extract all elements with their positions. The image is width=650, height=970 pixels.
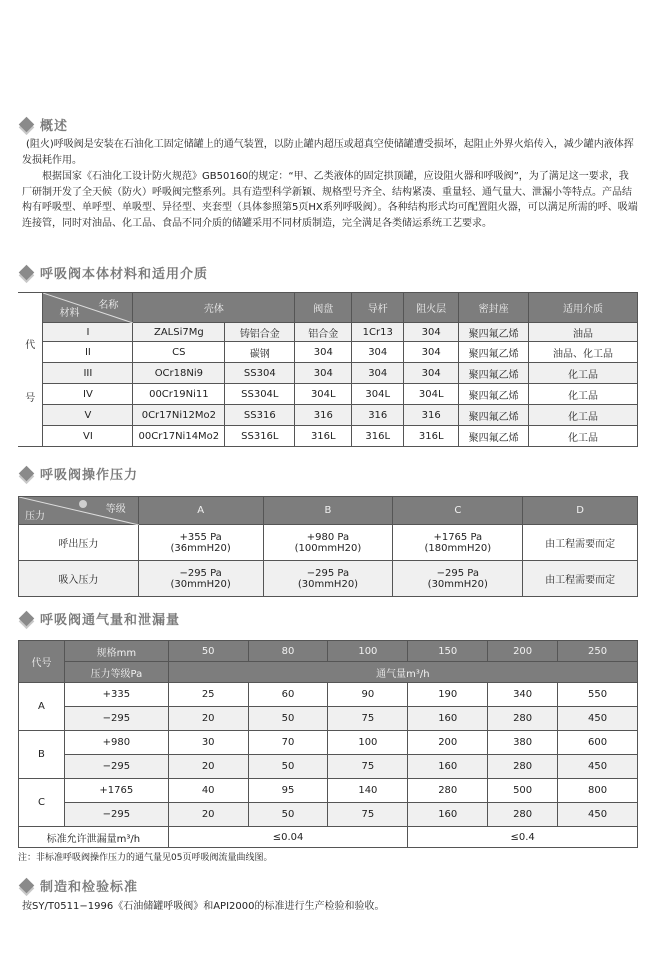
- shell-material-cell: SS316: [225, 405, 295, 426]
- standard-text: 按SY/T0511−1996《石油储罐呼吸阀》和API2000的标准进行生产检验和验收。: [22, 901, 385, 912]
- size-header: 80: [248, 641, 328, 662]
- code-cell: VI: [43, 426, 133, 447]
- pressure-cell: [138, 525, 263, 561]
- shell-grade-cell: ZALSi7Mg: [133, 323, 225, 342]
- pressure-cell: [393, 561, 523, 597]
- shell-material-cell: SS316L: [225, 426, 295, 447]
- pressure-value: −295 Pa: [306, 567, 350, 579]
- pressure-cell: 由工程需要而定: [523, 525, 638, 561]
- flow-cell: 20: [168, 755, 248, 779]
- pressure-mm: (100mmH20): [294, 542, 362, 554]
- pressure-cell: +1765: [64, 779, 168, 803]
- table-row: [19, 731, 638, 755]
- diamond-bullet-icon: [19, 116, 35, 132]
- flow-table: [18, 640, 638, 848]
- rod-cell: 304: [352, 342, 404, 363]
- section-standard-heading: [18, 875, 138, 895]
- materials-header-row: [18, 293, 638, 323]
- diamond-bullet-icon: [19, 877, 35, 893]
- pressure-mm: (30mmH20): [170, 578, 231, 590]
- flow-unit-header: 通气量m³/h: [168, 662, 637, 683]
- pressure-cell: [138, 561, 263, 597]
- rod-cell: 304: [352, 363, 404, 384]
- pressure-value: +980 Pa: [306, 531, 350, 543]
- shell-grade-cell: CS: [133, 342, 225, 363]
- flow-note: 注：非标准呼吸阀操作压力的通气量见05页呼吸阀流量曲线图。: [18, 853, 273, 863]
- flow-cell: 550: [558, 683, 638, 707]
- code-cell: IV: [43, 384, 133, 405]
- pressure-cell: +335: [64, 683, 168, 707]
- code-label-top: 代: [25, 339, 36, 351]
- disc-cell: 316: [295, 405, 352, 426]
- row-label: 呼出压力: [19, 525, 139, 561]
- size-header: 50: [168, 641, 248, 662]
- medium-cell: 化工品: [529, 363, 638, 384]
- table-row: [18, 405, 638, 426]
- rod-cell: 304L: [352, 384, 404, 405]
- section-overview-heading: [18, 114, 68, 134]
- section-materials-heading: [18, 262, 208, 282]
- size-header: 200: [488, 641, 558, 662]
- seal-cell: 聚四氟乙烯: [459, 405, 529, 426]
- flow-cell: 450: [558, 707, 638, 731]
- flame-cell: 304: [404, 323, 459, 342]
- flow-cell: 200: [408, 731, 488, 755]
- corner-name-label: 名称: [98, 300, 119, 311]
- pressure-cell: 由工程需要而定: [523, 561, 638, 597]
- header-seal: 密封座: [459, 293, 529, 323]
- pressure-value: −295 Pa: [179, 567, 222, 579]
- shell-material-cell: 碳钢: [225, 342, 295, 363]
- section-title: 呼吸阀操作压力: [40, 467, 139, 483]
- pressure-grade-header: 压力等级Pa: [64, 662, 168, 683]
- flow-cell: 340: [488, 683, 558, 707]
- overview-paragraph-1: (阻火)呼吸阀是安装在石油化工固定储罐上的通气装置，以防止罐内超压或超真空使储罐遭受损坏，起阻止外界火焰传入，减少罐内液体挥发损耗作用。: [22, 139, 634, 166]
- shell-grade-cell: OCr18Ni9: [133, 363, 225, 384]
- pressure-value: +355 Pa: [179, 531, 222, 543]
- corner-header: [19, 497, 139, 525]
- table-row: [19, 525, 638, 561]
- grade-header: B: [263, 497, 393, 525]
- diamond-bullet-icon: [19, 610, 35, 626]
- flow-cell: 95: [248, 779, 328, 803]
- seal-cell: 聚四氟乙烯: [459, 384, 529, 405]
- table-row: [18, 384, 638, 405]
- disc-cell: 304L: [295, 384, 352, 405]
- disc-cell: 铝合金: [295, 323, 352, 342]
- flow-cell: 60: [248, 683, 328, 707]
- rod-cell: 316L: [352, 426, 404, 447]
- seal-cell: 聚四氟乙烯: [459, 323, 529, 342]
- seal-cell: 聚四氟乙烯: [459, 363, 529, 384]
- group-code-cell: B: [19, 731, 65, 779]
- disc-cell: 316L: [295, 426, 352, 447]
- flow-cell: 280: [408, 779, 488, 803]
- flow-cell: 380: [488, 731, 558, 755]
- overview-paragraph-2: 根据国家《石油化工设计防火规范》GB50160的规定：“甲、乙类液体的固定拱顶罐，应设阻火器和呼吸阀”，为了满足这一要求，我厂研制开发了全天候（防火）呼吸阀完整系列。具有造型科学新颖、规格型号齐全、结构紧凑、重量轻、通气量大、泄漏小等特点。产品结构有呼吸型、单呼型、单吸型、异径型、夹套型（具体参照第5页HX系列呼吸阀）。各种结构形式均可配置阻火器，可以满足所需的呼、吸端连接管，同时对油品、化工品、食品不同介质的储罐采用不同材质制造，完全满足各类储运系统工艺要求。: [22, 171, 638, 229]
- table-row: [19, 779, 638, 803]
- grade-header: C: [393, 497, 523, 525]
- table-row: [19, 561, 638, 597]
- pressure-cell: [263, 525, 393, 561]
- code-cell: V: [43, 405, 133, 426]
- flow-cell: 160: [408, 755, 488, 779]
- flow-cell: 70: [248, 731, 328, 755]
- diamond-bullet-icon: [19, 465, 35, 481]
- size-header: 250: [558, 641, 638, 662]
- row-label: 吸入压力: [19, 561, 139, 597]
- seal-cell: 聚四氟乙烯: [459, 426, 529, 447]
- header-disc: 阀盘: [295, 293, 352, 323]
- flow-cell: 450: [558, 803, 638, 827]
- size-header: 150: [408, 641, 488, 662]
- disc-cell: 304: [295, 363, 352, 384]
- disc-cell: 304: [295, 342, 352, 363]
- flow-header-row: [19, 641, 638, 662]
- flow-cell: 20: [168, 803, 248, 827]
- section-title: 呼吸阀本体材料和适用介质: [40, 266, 209, 282]
- leakage-large-sizes: ≤0.4: [408, 827, 638, 848]
- table-row: [18, 342, 638, 363]
- grade-header: D: [523, 497, 638, 525]
- flame-cell: 316L: [404, 426, 459, 447]
- diamond-bullet-icon: [19, 264, 35, 280]
- section-title: 概述: [40, 118, 69, 134]
- header-flame-layer: 阻火层: [404, 293, 459, 323]
- section-title: 制造和检验标准: [40, 879, 139, 895]
- pressure-mm: (30mmH20): [297, 578, 359, 590]
- pressure-cell: +980: [64, 731, 168, 755]
- pressure-mm: (36mmH20): [170, 542, 231, 554]
- pressure-mm: (180mmH20): [424, 542, 492, 554]
- code-cell: I: [43, 323, 133, 342]
- section-pressure-heading: [18, 463, 138, 483]
- corner-header: [43, 293, 133, 323]
- code-label-cell: [18, 293, 43, 447]
- flow-cell: 20: [168, 707, 248, 731]
- flow-cell: 50: [248, 803, 328, 827]
- flow-cell: 100: [328, 731, 408, 755]
- flow-cell: 280: [488, 803, 558, 827]
- table-row: [19, 755, 638, 779]
- flow-cell: 160: [408, 707, 488, 731]
- rod-cell: 316: [352, 405, 404, 426]
- flow-cell: 450: [558, 755, 638, 779]
- flow-cell: 90: [328, 683, 408, 707]
- size-header: 100: [328, 641, 408, 662]
- header-rod: 导杆: [352, 293, 404, 323]
- code-cell: II: [43, 342, 133, 363]
- shell-material-cell: 铸铝合金: [225, 323, 295, 342]
- flow-cell: 75: [328, 755, 408, 779]
- group-code-cell: C: [19, 779, 65, 827]
- flow-cell: 280: [488, 755, 558, 779]
- shell-grade-cell: 0Cr17Ni12Mo2: [133, 405, 225, 426]
- pressure-value: −295 Pa: [436, 567, 479, 579]
- shell-material-cell: SS304L: [225, 384, 295, 405]
- leakage-small-sizes: ≤0.04: [168, 827, 408, 848]
- diagonal-line: [43, 293, 133, 323]
- medium-cell: 油品: [529, 323, 638, 342]
- flow-cell: 50: [248, 755, 328, 779]
- shell-grade-cell: 00Cr19Ni11: [133, 384, 225, 405]
- flow-cell: 500: [488, 779, 558, 803]
- grade-header: A: [138, 497, 263, 525]
- leakage-label: 标准允许泄漏量m³/h: [19, 827, 169, 848]
- pressure-cell: [393, 525, 523, 561]
- leakage-row: [19, 827, 638, 848]
- corner-pressure-label: 压力: [25, 511, 45, 522]
- pressure-header-row: [19, 497, 638, 525]
- flow-cell: 25: [168, 683, 248, 707]
- pressure-cell: [263, 561, 393, 597]
- corner-grade-label: 等级: [105, 504, 126, 515]
- seal-cell: 聚四氟乙烯: [459, 342, 529, 363]
- shell-grade-cell: 00Cr17Ni14Mo2: [133, 426, 225, 447]
- medium-cell: 油品、化工品: [529, 342, 638, 363]
- pressure-cell: −295: [64, 803, 168, 827]
- flame-cell: 304L: [404, 384, 459, 405]
- flow-cell: 75: [328, 707, 408, 731]
- group-code-cell: A: [19, 683, 65, 731]
- pressure-cell: −295: [64, 707, 168, 731]
- flow-subheader-row: [19, 662, 638, 683]
- flow-cell: 50: [248, 707, 328, 731]
- pressure-mm: (30mmH20): [427, 578, 488, 590]
- flow-cell: 600: [558, 731, 638, 755]
- table-row: [18, 426, 638, 447]
- medium-cell: 化工品: [529, 405, 638, 426]
- dot-icon: [79, 500, 87, 508]
- code-cell: III: [43, 363, 133, 384]
- flow-cell: 280: [488, 707, 558, 731]
- flow-cell: 160: [408, 803, 488, 827]
- corner-material-label: 材料: [59, 308, 80, 319]
- pressure-table: [18, 496, 638, 597]
- medium-cell: 化工品: [529, 426, 638, 447]
- flame-cell: 304: [404, 363, 459, 384]
- flame-cell: 316: [404, 405, 459, 426]
- table-row: [18, 363, 638, 384]
- flow-cell: 40: [168, 779, 248, 803]
- spec-header: 规格mm: [64, 641, 168, 662]
- flow-cell: 800: [558, 779, 638, 803]
- code-label-bottom: 号: [25, 392, 36, 404]
- flow-cell: 190: [408, 683, 488, 707]
- flow-cell: 30: [168, 731, 248, 755]
- section-flow-heading: [18, 608, 180, 628]
- section-title: 呼吸阀通气量和泄漏量: [40, 612, 181, 628]
- flame-cell: 304: [404, 342, 459, 363]
- rod-cell: 1Cr13: [352, 323, 404, 342]
- code-header: 代号: [19, 641, 65, 683]
- materials-table: [18, 292, 638, 447]
- header-medium: 适用介质: [529, 293, 638, 323]
- table-row: [18, 323, 638, 342]
- shell-material-cell: SS304: [225, 363, 295, 384]
- medium-cell: 化工品: [529, 384, 638, 405]
- table-row: [19, 707, 638, 731]
- flow-cell: 75: [328, 803, 408, 827]
- flow-cell: 140: [328, 779, 408, 803]
- pressure-value: +1765 Pa: [433, 531, 483, 543]
- header-shell: 壳体: [133, 293, 295, 323]
- table-row: [19, 683, 638, 707]
- table-row: [19, 803, 638, 827]
- pressure-cell: −295: [64, 755, 168, 779]
